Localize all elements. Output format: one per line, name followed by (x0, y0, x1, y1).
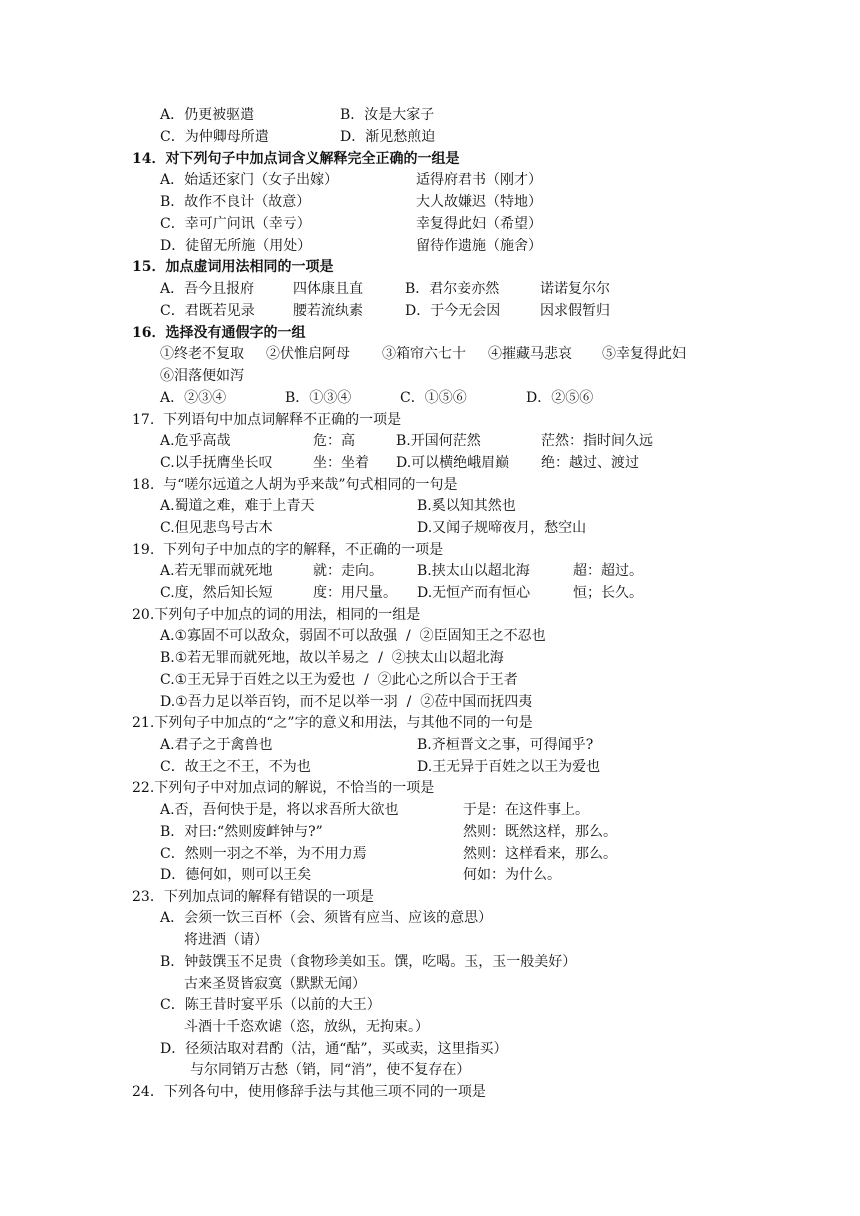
question-19: 19. 下列句子中加点的字的解释，不正确的一项是 (132, 542, 444, 558)
option-line: 茫然：指时间久远 (541, 433, 653, 449)
option-line: C.度，然后知长短 (160, 585, 273, 601)
option-line: D．德何如，则可以王矣 (160, 867, 312, 883)
option-line: ①终老不复取 (160, 346, 244, 362)
option-line: D.又闻子规啼夜月，愁空山 (417, 520, 587, 536)
option-line: 然则：这样看来，那么。 (463, 846, 617, 862)
option-line: 幸复得此妇（希望） (416, 216, 542, 232)
question-22: 22.下列句子中对加点词的解说，不恰当的一项是 (132, 780, 435, 796)
option-line: ⑥泪落便如泻 (160, 368, 244, 384)
question-16: 16．选择没有通假字的一组 (132, 325, 306, 341)
option-line: B．对曰:“然则废衅钟与?” (160, 824, 323, 840)
option-line: C．①⑤⑥ (400, 390, 467, 406)
option-line: ⑤幸复得此妇 (602, 346, 686, 362)
option-line: A．会须一饮三百杯（会、须皆有应当、应该的意思） (160, 910, 493, 926)
option-line: 然则：既然这样，那么。 (463, 824, 617, 840)
option-line: B.挟太山以超北海 (417, 563, 530, 579)
option-line: B.①若无罪而就死地，故以羊易之 / ②挟太山以超北海 (160, 650, 504, 666)
option-line: D．径须沽取对君酌（沽，通“酤”，买或卖，这里指买） (160, 1041, 508, 1057)
option-line: ④摧藏马悲哀 (488, 346, 572, 362)
option-line: D．于今无会因 (405, 303, 501, 319)
option-line: D．徒留无所施（用处） (160, 238, 312, 254)
option-line: 因求假暂归 (540, 303, 610, 319)
option-line: C．然则一羽之不举，为不用力焉 (160, 846, 367, 862)
option-line: 古来圣贤皆寂寞（默默无闻） (184, 976, 366, 992)
option-line: 恒；长久。 (573, 585, 643, 601)
question-14: 14．对下列句子中加点词含义解释完全正确的一组是 (132, 151, 460, 167)
option-line: D.可以横绝峨眉巅 (396, 455, 510, 471)
option-line: C．君既若见录 (160, 303, 255, 319)
option-line: 大人故嫌迟（特地） (416, 194, 542, 210)
option-line: B．故作不良计（故意） (160, 194, 311, 210)
question-24: 24．下列各句中，使用修辞手法与其他三项不同的一项是 (132, 1084, 486, 1100)
question-20: 20.下列句子中加点的词的用法，相同的一组是 (132, 607, 421, 623)
option-line: 将进酒（请） (184, 932, 268, 948)
option-line: A．吾今且报府 (160, 281, 255, 297)
option-line: D．渐见愁煎迫 (340, 129, 436, 145)
option-line: 诺诺复尔尔 (540, 281, 610, 297)
option-line: C．故王之不王，不为也 (160, 759, 311, 775)
option-line: B.开国何茫然 (396, 433, 481, 449)
option-line: 度：用尺量。 (313, 585, 397, 601)
option-line: 适得府君书（刚才） (416, 172, 542, 188)
option-line: A.①寡固不可以敌众，弱固不可以敌强 / ②臣固知王之不忍也 (160, 628, 546, 644)
option-line: D.王无异于百姓之以王为爱也 (417, 759, 601, 775)
option-line: C.以手抚膺坐长叹 (160, 455, 273, 471)
question-21: 21.下列句子中加点的“之”字的意义和用法，与其他不同的一句是 (132, 715, 533, 731)
option-line: C.①王无异于百姓之以王为爱也 / ②此心之所以合于王者 (160, 672, 518, 688)
option-line: 斗酒十千恣欢谑（恣，放纵，无拘束。） (184, 1019, 429, 1035)
option-line: 留待作遗施（施舍） (416, 238, 542, 254)
option-line: D．②⑤⑥ (526, 390, 594, 406)
option-line: B．钟鼓馔玉不足贵（食物珍美如玉。馔，吃喝。玉，玉一般美好） (160, 954, 577, 970)
option-line: A．②③④ (160, 390, 227, 406)
option-line: D.无恒产而有恒心 (417, 585, 531, 601)
option-line: A．仍更被驱遣 (160, 107, 255, 123)
option-line: 就：走向。 (313, 563, 383, 579)
option-line: 腰若流纨素 (293, 303, 363, 319)
option-line: 于是：在这件事上。 (463, 802, 589, 818)
question-17: 17. 下列语句中加点词解释不正确的一项是 (132, 412, 402, 428)
option-line: 危：高 (313, 433, 355, 449)
option-line: C．陈王昔时宴平乐（以前的大王） (160, 997, 381, 1013)
option-line: ③箱帘六七十 (382, 346, 466, 362)
option-line: 超：超过。 (573, 563, 643, 579)
question-18: 18. 与“嗟尔远道之人胡为乎来哉”句式相同的一句是 (132, 477, 458, 493)
option-line: 四体康且直 (293, 281, 363, 297)
option-line: B．君尔妾亦然 (405, 281, 500, 297)
question-23: 23．下列加点词的解释有错误的一项是 (132, 889, 374, 905)
option-line: 与尔同销万古愁（销，同“消”，使不复存在） (190, 1062, 471, 1078)
option-line: C．幸可广问讯（幸亏） (160, 216, 311, 232)
option-line: A.否，吾何快于是，将以求吾所大欲也 (160, 802, 399, 818)
option-line: 绝：越过、渡过 (541, 455, 639, 471)
option-line: A.君子之于禽兽也 (160, 737, 273, 753)
option-line: A．始适还家门（女子出嫁） (160, 172, 339, 188)
option-line: B．汝是大家子 (340, 107, 435, 123)
option-line: B．①③④ (285, 390, 352, 406)
option-line: D.①吾力足以举百钧，而不足以举一羽 / ②莅中国而抚四夷 (160, 694, 533, 710)
option-line: C.但见悲鸟号古木 (160, 520, 273, 536)
option-line: A.危乎高哉 (160, 433, 231, 449)
option-line: C．为仲卿母所遣 (160, 129, 269, 145)
option-line: 坐：坐着 (313, 455, 369, 471)
option-line: A.若无罪而就死地 (160, 563, 273, 579)
option-line: 何如：为什么。 (463, 867, 561, 883)
option-line: ②伏惟启阿母 (266, 346, 350, 362)
option-line: A.蜀道之难，难于上青天 (160, 498, 315, 514)
option-line: B.齐桓晋文之事，可得闻乎? (417, 737, 594, 753)
option-line: B.奚以知其然也 (417, 498, 516, 514)
question-15: 15．加点虚词用法相同的一项是 (132, 259, 334, 275)
